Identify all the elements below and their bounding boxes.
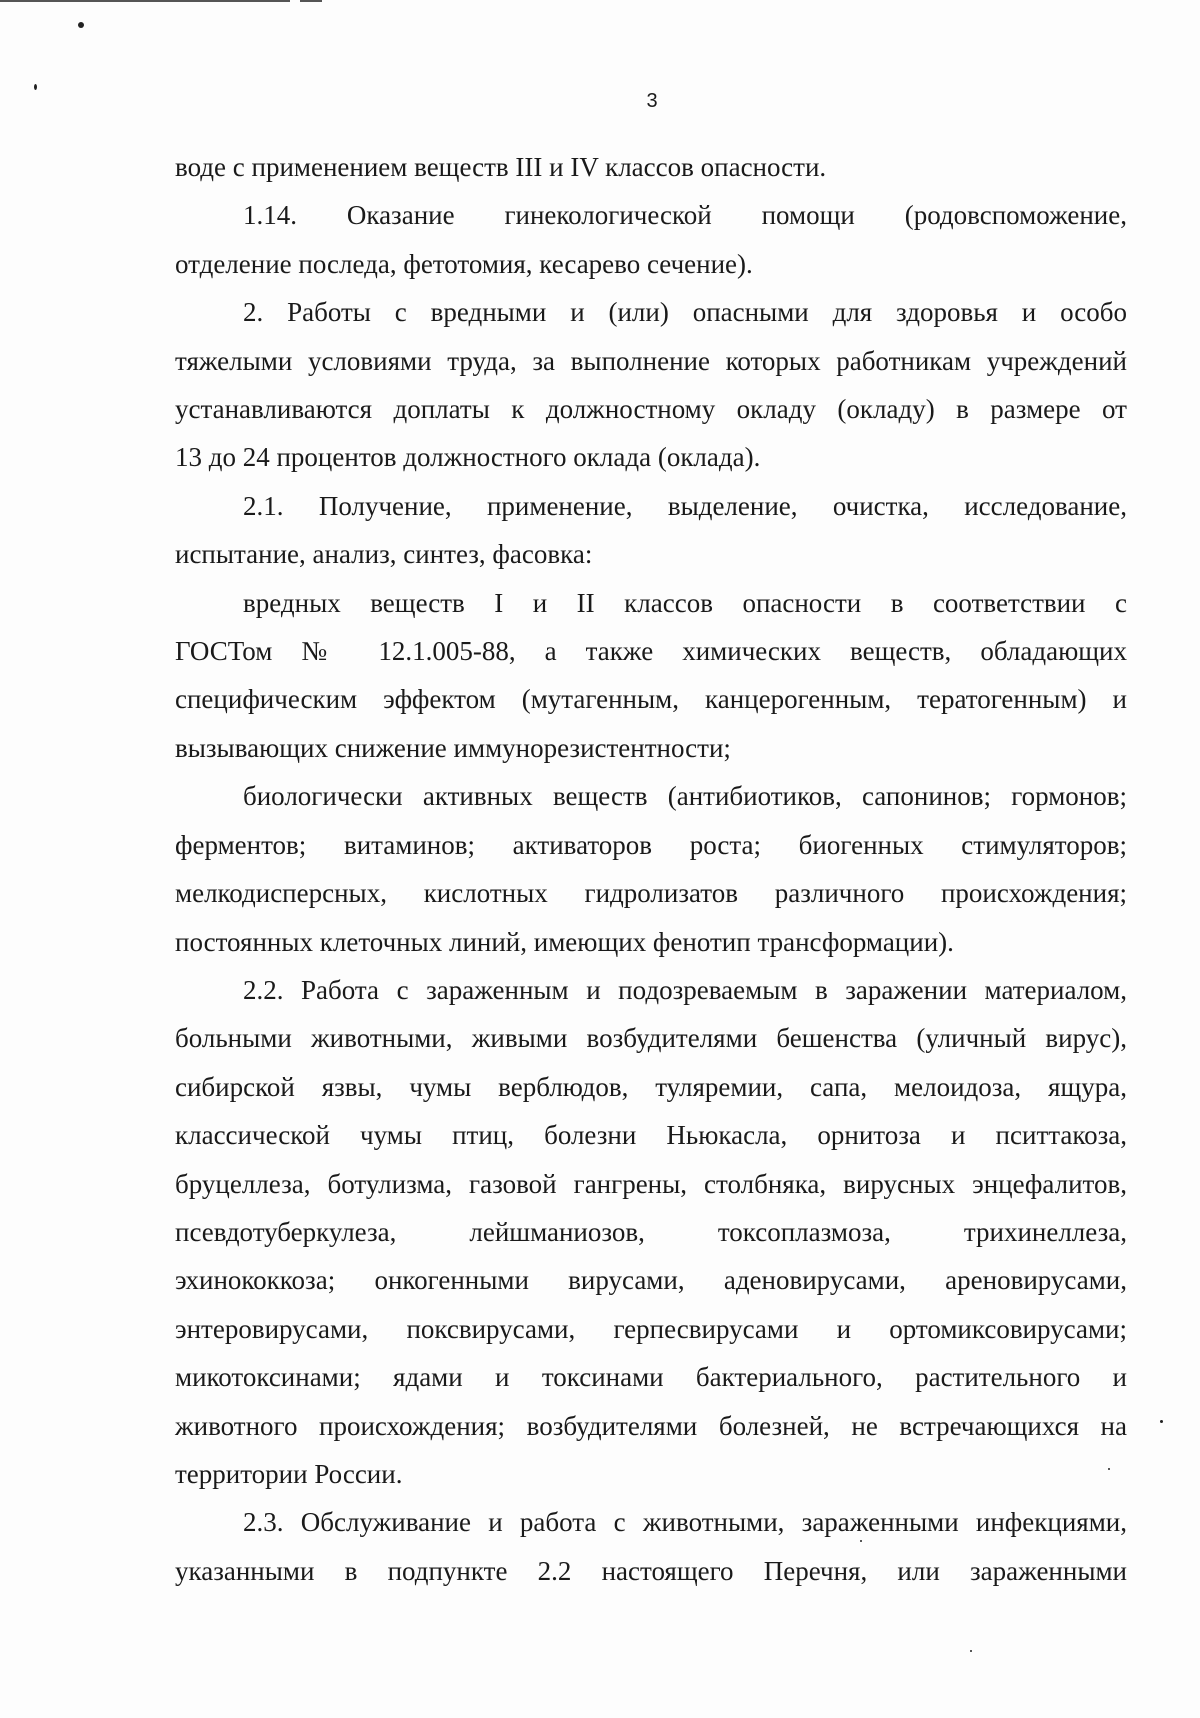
- text-line: вредных веществ I и II классов опасности в соответствии с: [243, 587, 1127, 618]
- text-line: животного происхождения; возбудителями болезней, не встречающихся на: [175, 1410, 1127, 1441]
- text-line: испытание, анализ, синтез, фасовка:: [175, 539, 593, 570]
- text-line: классической чумы птиц, болезни Ньюкасла, орнитоза и пситтакоза,: [175, 1120, 1127, 1151]
- text-line: больными животными, живыми возбудителями бешенства (уличный вирус),: [175, 1023, 1127, 1054]
- text-line: тяжелыми условиями труда, за выполнение которых работникам учреждений: [175, 345, 1127, 376]
- document-body: [175, 143, 1127, 1595]
- text-line: 2.3. Обслуживание и работа с животными, зараженными инфекциями,: [243, 1507, 1127, 1538]
- scan-edge-line: [0, 0, 290, 2]
- text-line: 13 до 24 процентов должностного оклада (оклада).: [175, 442, 761, 473]
- text-line: вызывающих снижение иммунорезистентности;: [175, 732, 731, 763]
- text-line: постоянных клеточных линий, имеющих фенотип трансформации).: [175, 926, 954, 957]
- text-line: 2.1. Получение, применение, выделение, очистка, исследование,: [243, 490, 1127, 521]
- scan-speck: [78, 22, 84, 28]
- text-line: устанавливаются доплаты к должностному окладу (окладу) в размере от: [175, 394, 1127, 425]
- scan-speck: [1160, 1420, 1163, 1423]
- text-line: биологически активных веществ (антибиотиков, сапонинов; гормонов;: [243, 781, 1127, 812]
- text-line: эхинококкоза; онкогенными вирусами, аденовирусами, ареновирусами,: [175, 1265, 1127, 1296]
- text-line: ферментов; витаминов; активаторов роста; биогенных стимуляторов;: [175, 829, 1127, 860]
- text-line: энтеровирусами, поксвирусами, герпесвирусами и ортомиксовирусами;: [175, 1313, 1127, 1344]
- text-line: воде с применением веществ III и IV классов опасности.: [175, 152, 827, 182]
- text-line: псевдотуберкулеза, лейшманиозов, токсоплазмоза, трихинеллеза,: [175, 1216, 1127, 1247]
- text-line: сибирской язвы, чумы верблюдов, туляремии, сапа, мелоидоза, ящура,: [175, 1071, 1127, 1102]
- text-line: указанными в подпункте 2.2 настоящего Перечня, или зараженными: [175, 1555, 1127, 1586]
- text-line: бруцеллеза, ботулизма, газовой гангрены, столбняка, вирусных энцефалитов,: [175, 1168, 1127, 1199]
- text-line: ГОСТом № 12.1.005-88, а также химических веществ, обладающих: [175, 636, 1127, 667]
- text-line: 2.2. Работа с зараженным и подозреваемым в заражении материалом,: [243, 974, 1127, 1005]
- text-line: специфическим эффектом (мутагенным, канцерогенным, тератогенным) и: [175, 684, 1127, 715]
- text-line: отделение последа, фетотомия, кесарево сечение).: [175, 248, 753, 279]
- scan-edge-line-short: [300, 0, 322, 2]
- text-line: территории России.: [175, 1458, 403, 1489]
- scan-speck: [34, 84, 37, 90]
- text-line: 1.14. Оказание гинекологической помощи (родовспоможение,: [243, 200, 1127, 231]
- text-line: мелкодисперсных, кислотных гидролизатов различного происхождения;: [175, 878, 1127, 909]
- page-number: 3: [646, 90, 658, 112]
- text-line: микотоксинами; ядами и токсинами бактериального, растительного и: [175, 1362, 1127, 1393]
- scan-speck: [970, 1650, 972, 1652]
- text-line: 2. Работы с вредными и (или) опасными для здоровья и особо: [243, 297, 1127, 328]
